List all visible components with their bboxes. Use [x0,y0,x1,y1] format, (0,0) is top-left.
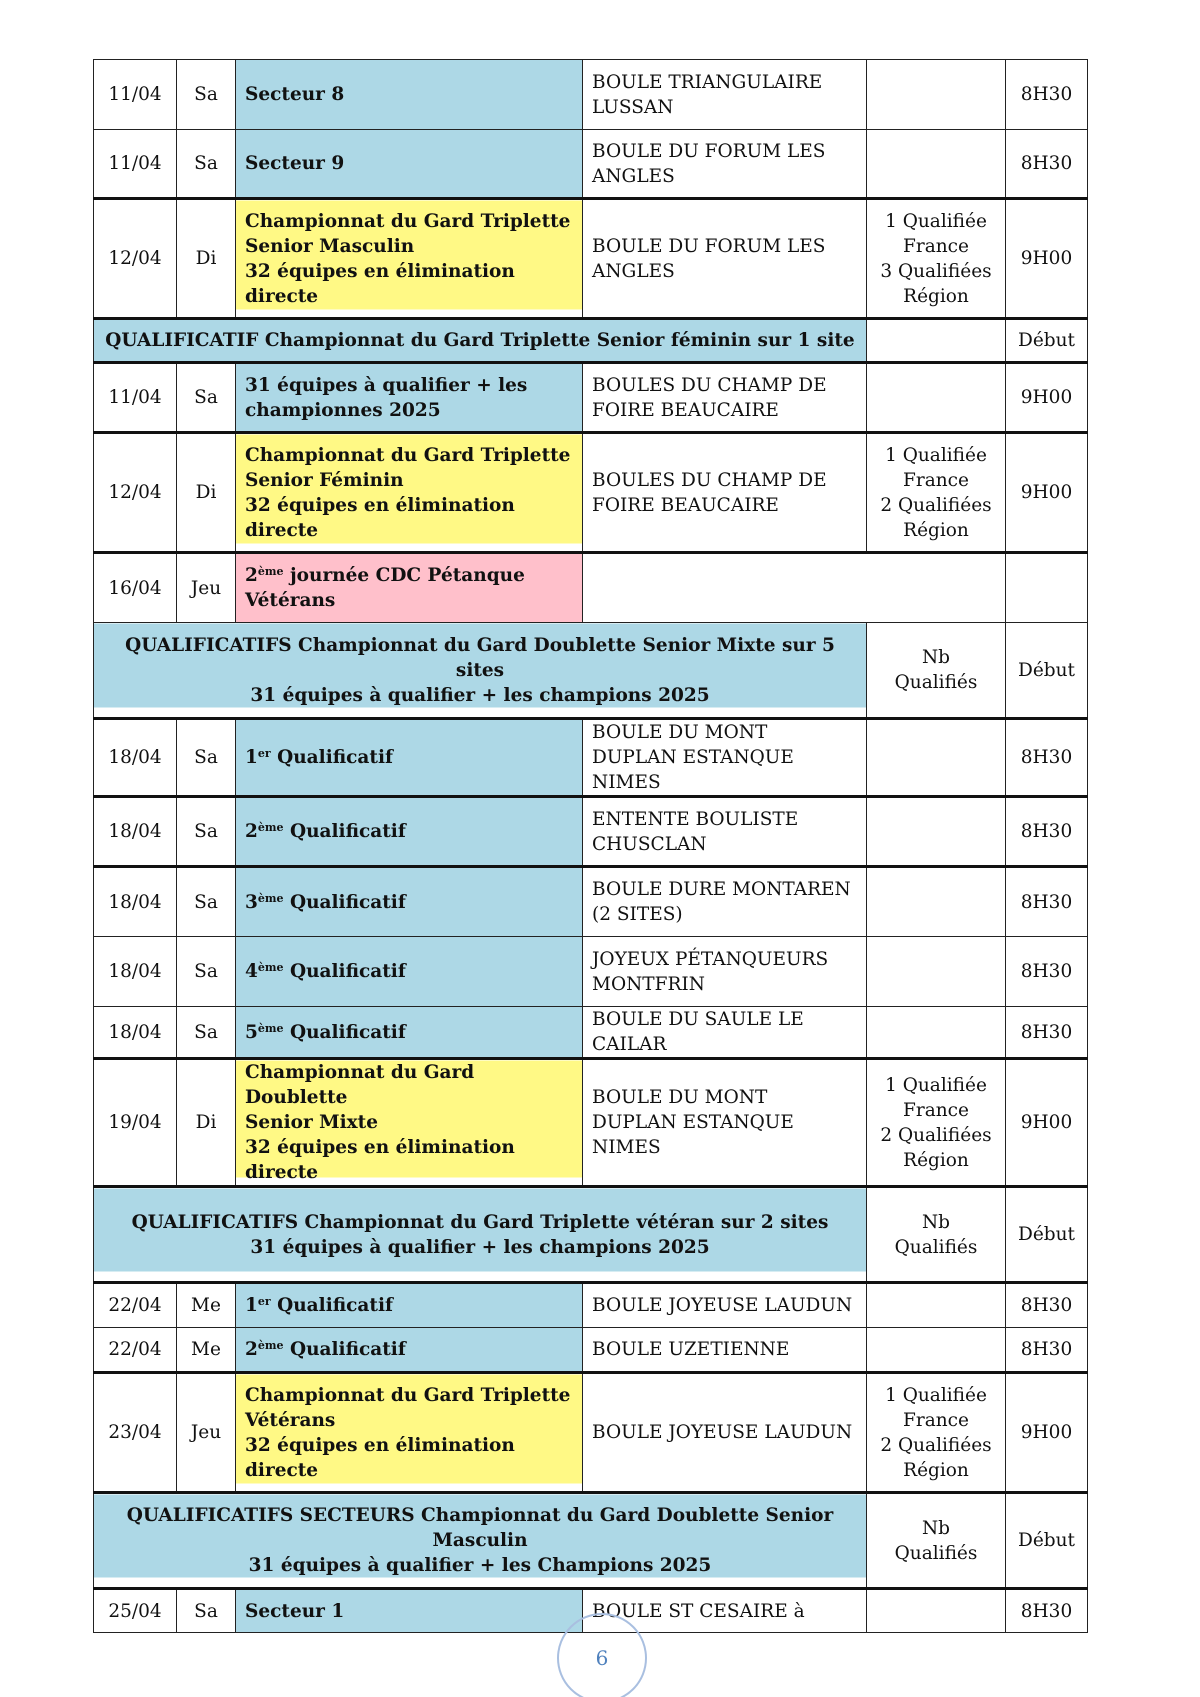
qualified-cell [867,1283,1006,1328]
qualified-header: Nb Qualifiés [867,1187,1006,1283]
table-row [94,1283,1088,1328]
qualified-cell [867,1007,1006,1059]
day-cell: Di [177,433,236,553]
date-cell: 18/04 [94,719,177,797]
table-row [94,719,1088,797]
qualified-cell [867,719,1006,797]
day-cell: Sa [177,867,236,937]
qualified-cell: 1 Qualifiée France 3 Qualifiées Région [867,199,1006,319]
ordinal-suffix: ème [257,821,284,834]
table-row [94,130,1088,199]
section-header-row [94,1187,1088,1283]
time-cell: 8H30 [1006,797,1088,867]
qualified-cell [867,937,1006,1007]
start-time-header: Début [1006,1187,1088,1283]
event-cell [236,937,583,1007]
date-cell: 18/04 [94,1007,177,1059]
date-cell: 18/04 [94,937,177,1007]
event-cell: Championnat du Gard Triplette Senior Masculin 32 équipes en élimination directe [236,199,583,319]
venue-cell: BOULE DURE MONTAREN (2 SITES) [583,867,867,937]
section-title: QUALIFICATIFS Championnat du Gard Triplette vétéran sur 2 sites 31 équipes à qualifier + les champions 2025 [94,1187,867,1283]
qualified-cell [867,867,1006,937]
start-time-header: Début [1006,623,1088,719]
ordinal-suffix: ème [257,961,284,974]
event-cell [236,1283,583,1328]
page-number [557,1613,647,1697]
start-time-header: Début [1006,319,1088,363]
table-row [94,937,1088,1007]
qualified-header [867,319,1006,363]
qualified-cell [867,60,1006,130]
qualified-cell: 1 Qualifiée France 2 Qualifiées Région [867,433,1006,553]
table-row [94,797,1088,867]
venue-cell: BOULE JOYEUSE LAUDUN [583,1373,867,1493]
event-cell [236,719,583,797]
ordinal-number: 2 [245,565,258,586]
ordinal-suffix: ème [257,565,284,578]
event-name: Qualificatif [283,1339,406,1360]
day-cell: Sa [177,60,236,130]
section-header-row [94,623,1088,719]
ordinal-suffix: er [257,747,271,760]
time-cell: 8H30 [1006,130,1088,199]
ordinal-number: 5 [245,1021,258,1043]
time-cell: 9H00 [1006,1373,1088,1493]
date-cell: 18/04 [94,797,177,867]
event-cell: Championnat du Gard Triplette Vétérans 32 équipes en élimination directe [236,1373,583,1493]
venue-cell: BOULE DU FORUM LES ANGLES [583,130,867,199]
event-name: Qualificatif [283,961,406,982]
venue-cell: BOULE DU SAULE LE CAILAR [583,1007,867,1059]
event-cell: 31 équipes à qualifier + les championnes 2025 [236,363,583,433]
event-cell: Championnat du Gard Doublette Senior Mixte 32 équipes en élimination directe [236,1059,583,1187]
event-name: journée CDC Pétanque Vétérans [245,565,525,611]
time-cell: 8H30 [1006,867,1088,937]
section-header-row [94,1493,1088,1589]
date-cell: 16/04 [94,553,177,623]
date-cell: 22/04 [94,1328,177,1373]
ordinal-number: 1 [245,1295,258,1316]
day-cell: Sa [177,719,236,797]
section-title: QUALIFICATIF Championnat du Gard Triplette Senior féminin sur 1 site [94,319,867,363]
ordinal-number: 1 [245,747,258,768]
date-cell: 22/04 [94,1283,177,1328]
date-cell: 11/04 [94,363,177,433]
section-header-row [94,319,1088,363]
table-row [94,60,1088,130]
event-cell [236,1328,583,1373]
day-cell: Jeu [177,553,236,623]
date-cell: 19/04 [94,1059,177,1187]
qualified-cell: 1 Qualifiée France 2 Qualifiées Région [867,1059,1006,1187]
ordinal-number: 2 [245,1339,258,1360]
venue-cell: BOULE UZETIENNE [583,1328,867,1373]
ordinal-suffix: er [257,1295,271,1308]
qualified-header: Nb Qualifiés [867,623,1006,719]
time-cell: 8H30 [1006,937,1088,1007]
date-cell: 11/04 [94,60,177,130]
event-name: Qualificatif [270,747,393,768]
table-row [94,1373,1088,1493]
table-row [94,1059,1088,1187]
schedule-table [93,59,1088,1633]
event-name: Qualificatif [283,821,406,842]
section-title: QUALIFICATIFS SECTEURS Championnat du Gard Doublette Senior Masculin 31 équipes à qualifier + les Champions 2025 [94,1493,867,1589]
qualified-cell [867,1328,1006,1373]
section-title: QUALIFICATIFS Championnat du Gard Doublette Senior Mixte sur 5 sites 31 équipes à qualifier + les champions 2025 [94,623,867,719]
date-cell: 12/04 [94,433,177,553]
venue-cell: BOULE JOYEUSE LAUDUN [583,1283,867,1328]
ordinal-suffix: ème [257,1021,284,1035]
event-cell [236,553,583,623]
venue-cell: BOULE DU FORUM LES ANGLES [583,199,867,319]
time-cell: 9H00 [1006,199,1088,319]
table-row [94,553,1088,623]
table-row [94,867,1088,937]
time-cell: 9H00 [1006,363,1088,433]
day-cell: Me [177,1283,236,1328]
event-cell: Secteur 9 [236,130,583,199]
event-cell [236,797,583,867]
event-name: Qualificatif [283,891,406,913]
venue-cell [583,553,1006,623]
time-cell: 8H30 [1006,1283,1088,1328]
day-cell: Sa [177,130,236,199]
event-cell [236,1007,583,1059]
time-cell: 9H00 [1006,433,1088,553]
time-cell: 8H30 [1006,1589,1088,1633]
event-name: Qualificatif [270,1295,393,1316]
date-cell: 18/04 [94,867,177,937]
date-cell: 11/04 [94,130,177,199]
day-cell: Sa [177,1589,236,1633]
ordinal-number: 2 [245,821,258,842]
table-row [94,363,1088,433]
ordinal-number: 3 [245,891,258,913]
table-row [94,199,1088,319]
time-cell: 9H00 [1006,1059,1088,1187]
ordinal-suffix: ème [257,891,284,905]
qualified-cell [867,130,1006,199]
day-cell: Di [177,199,236,319]
venue-cell: BOULE TRIANGULAIRE LUSSAN [583,60,867,130]
event-cell: Championnat du Gard Triplette Senior Féminin 32 équipes en élimination directe [236,433,583,553]
table-row [94,1007,1088,1059]
venue-cell: BOULES DU CHAMP DE FOIRE BEAUCAIRE [583,363,867,433]
start-time-header: Début [1006,1493,1088,1589]
venue-cell: BOULE DU MONT DUPLAN ESTANQUE NIMES [583,719,867,797]
venue-cell: JOYEUX PÉTANQUEURS MONTFRIN [583,937,867,1007]
qualified-cell [867,797,1006,867]
page-number-text: 6 [595,1646,609,1670]
day-cell: Sa [177,937,236,1007]
ordinal-number: 4 [245,961,258,982]
day-cell: Di [177,1059,236,1187]
qualified-header: Nb Qualifiés [867,1493,1006,1589]
day-cell: Sa [177,1007,236,1059]
date-cell: 23/04 [94,1373,177,1493]
time-cell: 8H30 [1006,60,1088,130]
page-footer [0,1610,1200,1697]
event-name: Qualificatif [283,1021,406,1043]
qualified-cell: 1 Qualifiée France 2 Qualifiées Région [867,1373,1006,1493]
qualified-cell [867,363,1006,433]
event-cell: Secteur 8 [236,60,583,130]
time-cell: 8H30 [1006,719,1088,797]
date-cell: 25/04 [94,1589,177,1633]
venue-cell: ENTENTE BOULISTE CHUSCLAN [583,797,867,867]
table-row [94,1328,1088,1373]
time-cell: 8H30 [1006,1007,1088,1059]
table-row [94,433,1088,553]
day-cell: Sa [177,797,236,867]
venue-cell: BOULES DU CHAMP DE FOIRE BEAUCAIRE [583,433,867,553]
ordinal-suffix: ème [257,1339,284,1352]
date-cell: 12/04 [94,199,177,319]
venue-cell: BOULE ST CESAIRE à [583,1589,867,1633]
time-cell: 8H30 [1006,1328,1088,1373]
event-cell: Secteur 1 [236,1589,583,1633]
venue-cell: BOULE DU MONT DUPLAN ESTANQUE NIMES [583,1059,867,1187]
time-cell [1006,553,1088,623]
day-cell: Sa [177,363,236,433]
event-cell [236,867,583,937]
day-cell: Jeu [177,1373,236,1493]
day-cell: Me [177,1328,236,1373]
